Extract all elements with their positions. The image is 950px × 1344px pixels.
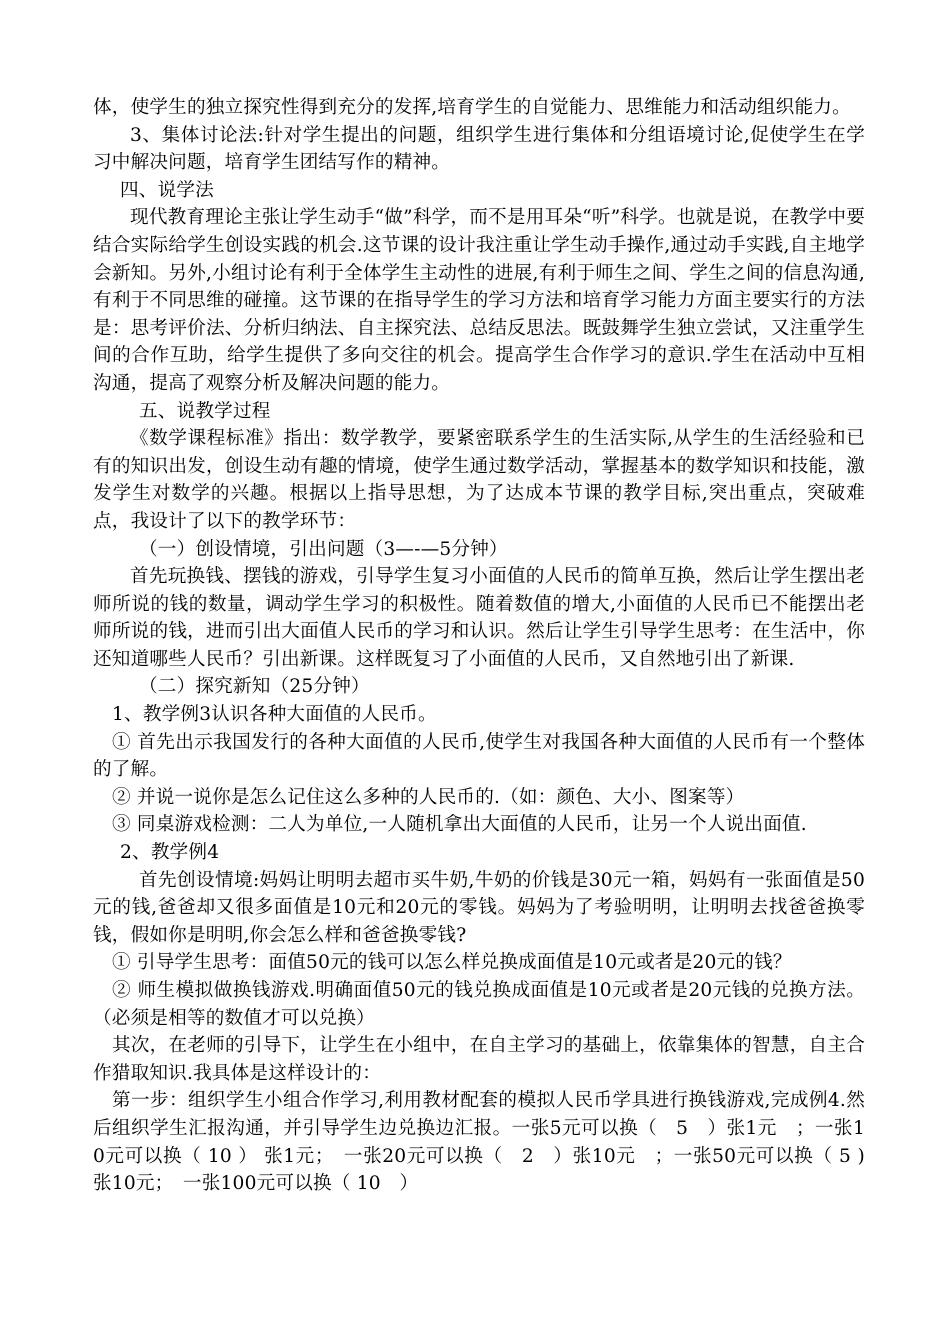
paragraph-simulate-game: ② 师生模拟做换钱游戏.明确面值50元的钱兑换成面值是10元或者是20元钱的兑换方法。（必须是相等的数值才可以兑换）	[93, 980, 865, 1029]
subheading-2: （二）探究新知（25分钟）	[139, 676, 370, 698]
paragraph-first-step: 第一步：组织学生小组合作学习,利用教材配套的模拟人民币学具进行换钱游戏,完成例4.然后组织学生汇报沟通，并引导学生边兑换边汇报。一张5元可以换（ 5 ）张1元 ；一张10元可以换（ 10 ） 张1元； 一张20元可以换（ 2 ）张10元 ；一张50元可以换（ 5 )张10元； 一张100元可以换（ 10 ）	[93, 1090, 865, 1195]
paragraph-scenario: 首先创设情境:妈妈让明明去超市买牛奶,牛奶的价钱是30元一箱，妈妈有一张面值是50元的钱,爸爸却又很多面值是10元和20元的零钱。妈妈为了考验明明，让明明去找爸爸换零钱，假如你是明明,你会怎么样和爸爸换零钱?	[93, 869, 865, 946]
paragraph-method-3: 3、集体讨论法:针对学生提出的问题，组织学生进行集体和分组语境讨论,促使学生在学习中解决问题，培育学生团结写作的精神。	[93, 124, 865, 174]
paragraph-step-3: ③ 同桌游戏检测：二人为单位,一人随机拿出大面值的人民币，让另一个人说出面值.	[112, 814, 807, 836]
paragraph-learning-method: 现代教育理论主张让学生动手“做”科学，而不是用耳朵“听”科学。也就是说，在教学中要结合实际给学生创设实践的机会.这节课的设计我注重让学生动手操作,通过动手实践,自主地学会新知。另外,小组讨论有利于全体学生主动性的进展,有利于师生之间、学生之间的信息沟通,有利于不同思维的碰撞。这节课的在指导学生的学习方法和培育学习能力方面主要实行的方法是：思考评价法、分析归纳法、自主探究法、总结反思法。既鼓舞学生独立尝试，又注重学生间的合作互助，给学生提供了多向交往的机会。提高学生合作学习的意识.学生在活动中互相沟通，提高了观察分析及解决问题的能力。	[93, 207, 865, 394]
paragraph-intro-game: 首先玩换钱、摆钱的游戏，引导学生复习小面值的人民币的简单互换，然后让学生摆出老师所说的钱的数量，调动学生学习的积极性。随着数值的增大,小面值的人民币已不能摆出老师所说的钱，进而引出大面值人民币的学习和认识。然后让学生引导学生思考：在生活中，你还知道哪些人民币？引出新课。这样既复习了小面值的人民币，又自然地引出了新课.	[93, 566, 865, 670]
subheading-1: （一）创设情境，引出问题（3—-—5分钟）	[139, 538, 508, 560]
paragraph-step-1: ① 首先出示我国发行的各种大面值的人民币,使学生对我国各种大面值的人民币有一个整体的了解。	[93, 731, 865, 781]
paragraph-step-2: ② 并说一说你是怎么记住这么多种的人民币的.（如：颜色、大小、图案等）	[112, 786, 745, 808]
paragraph-curriculum-standard: 《数学课程标准》指出：数学教学，要紧密联系学生的生活实际,从学生的生活经验和已有的知识出发，创设生动有趣的情境，使学生通过数学活动，掌握基本的数学知识和技能，激发学生对数学的兴趣。根据以上指导思想，为了达成本节课的教学目标,突出重点，突破难点，我设计了以下的教学环节：	[93, 428, 865, 532]
paragraph-guide-think: ① 引导学生思考：面值50元的钱可以怎么样兑换成面值是10元或者是20元的钱？	[112, 952, 792, 974]
paragraph-continuation: 体，使学生的独立探究性得到充分的发挥,培育学生的自觉能力、思维能力和活动组织能力。	[93, 97, 851, 118]
paragraph-group-learning: 其次，在老师的引导下，让学生在小组中，在自主学习的基础上，依靠集体的智慧，自主合作猎取知识.我具体是这样设计的：	[93, 1035, 865, 1084]
section-heading-5: 五、说教学过程	[139, 400, 271, 422]
section-heading-4: 四、说学法	[120, 179, 214, 201]
paragraph-example-4: 2、教学例4	[120, 842, 220, 864]
paragraph-example-3: 1、教学例3认识各种大面值的人民币。	[112, 704, 437, 726]
document-page	[93, 94, 865, 1198]
